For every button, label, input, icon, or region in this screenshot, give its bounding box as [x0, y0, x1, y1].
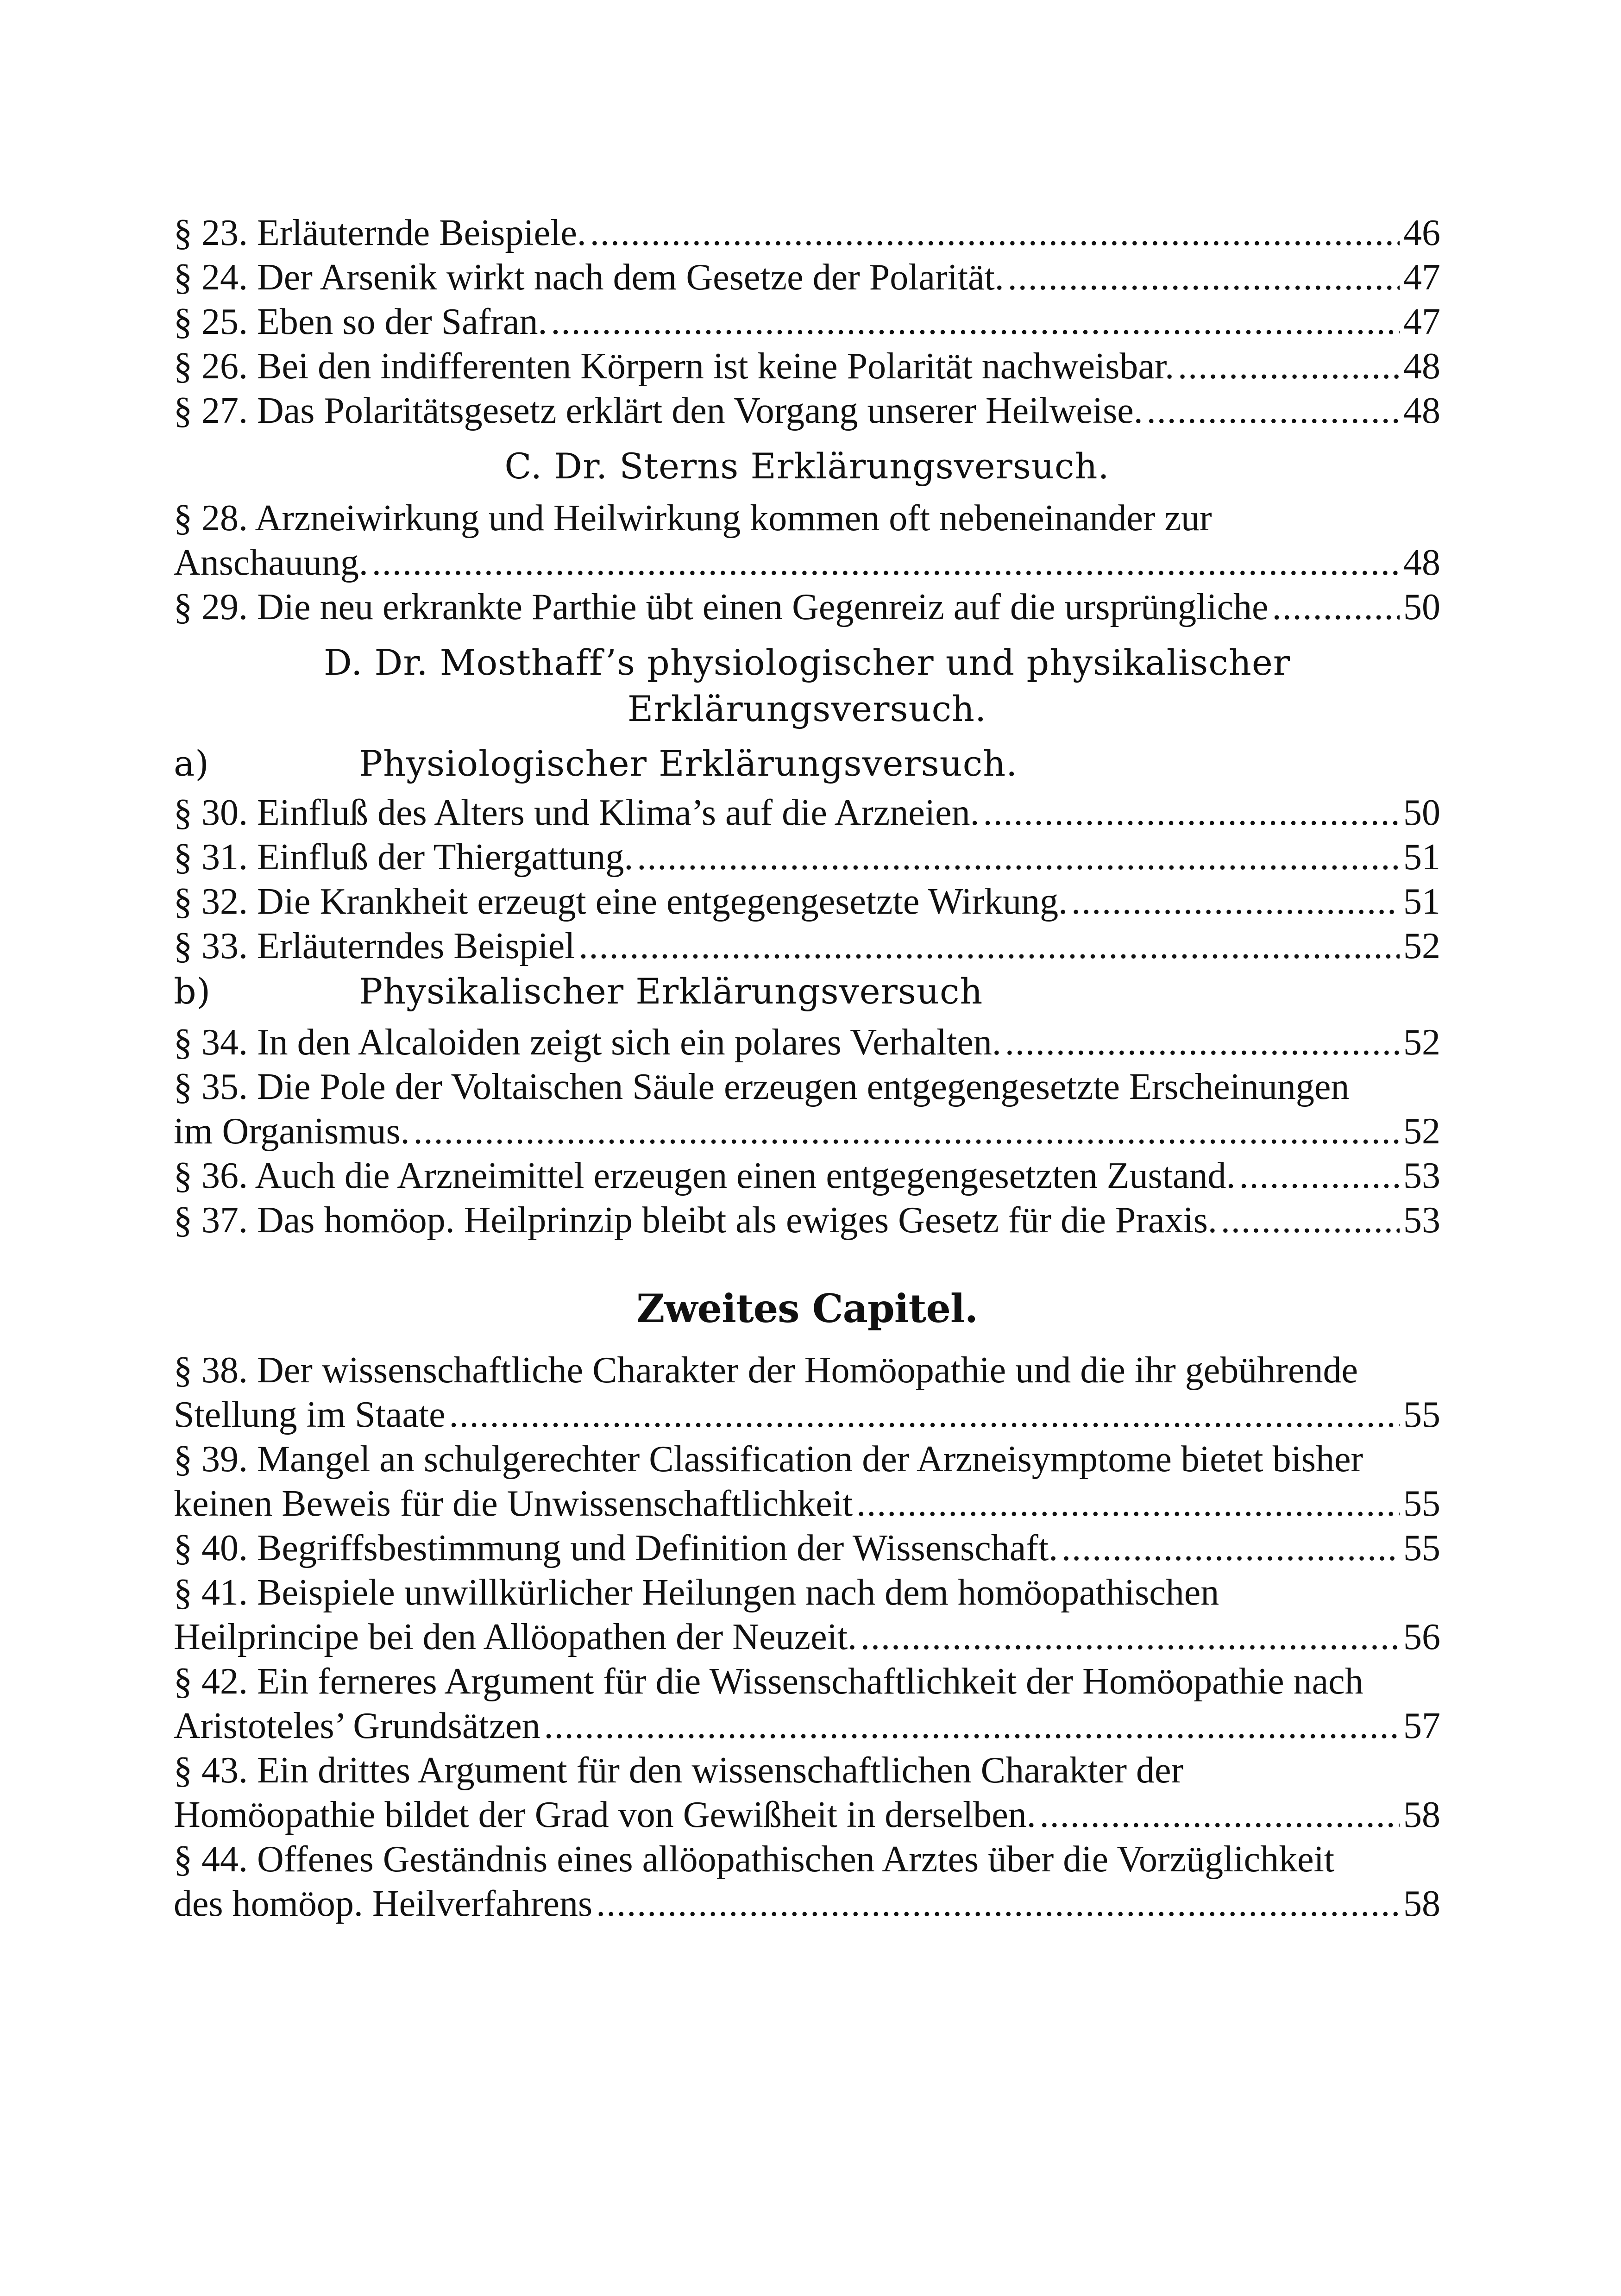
page-number: 48: [1403, 346, 1440, 387]
toc-entry: [174, 1198, 1440, 1242]
toc-entry: [174, 1065, 1440, 1154]
toc-entry-last-line: [174, 1393, 1440, 1437]
toc-group-polarity: [174, 211, 1440, 433]
dot-leader: [544, 1704, 1400, 1748]
toc-entry-text-line: § 41. Beispiele unwillkürlicher Heilungen nach dem homöopathischen: [174, 1572, 1219, 1613]
dot-leader: [578, 924, 1400, 968]
toc-entry: [174, 1154, 1440, 1198]
toc-entry: [174, 835, 1440, 879]
toc-entry-title: Aristoteles’ Grundsätzen: [174, 1706, 540, 1746]
dot-leader: [1147, 389, 1400, 433]
dot-leader: [1178, 344, 1400, 389]
toc-group-physical: [174, 1020, 1440, 1242]
page-number: 53: [1403, 1155, 1440, 1196]
page-number: 50: [1403, 792, 1440, 833]
toc-entry-title: § 36. Auch die Arzneimittel erzeugen einen entgegengesetzten Zustand.: [174, 1155, 1236, 1196]
toc-entry: [174, 1526, 1440, 1570]
toc-entry-title: § 27. Das Polaritätsgesetz erklärt den Vorgang unserer Heilweise.: [174, 390, 1143, 431]
toc-entry-last-line: [174, 389, 1440, 433]
toc-entry-title: im Organismus.: [174, 1111, 410, 1152]
section-heading-d-line1: D. Dr. Mosthaff’s physiologischer und physikalischer: [323, 642, 1291, 683]
toc-entry: [174, 389, 1440, 433]
page-number: 58: [1403, 1883, 1440, 1924]
toc-entry-text-line: § 39. Mangel an schulgerechter Classification der Arzneisymptome bietet bisher: [174, 1439, 1363, 1480]
toc-entry-last-line: [174, 1704, 1440, 1748]
page-number: 57: [1403, 1706, 1440, 1746]
toc-entry-title: § 40. Begriffsbestimmung und Definition der Wissenschaft.: [174, 1528, 1058, 1568]
toc-entry-text-line: § 35. Die Pole der Voltaischen Säule erzeugen entgegengesetzte Erscheinungen: [174, 1066, 1350, 1107]
table-of-contents: [174, 211, 1440, 1926]
subsection-b-title: Physikalischer Erklärungsversuch: [359, 971, 983, 1012]
page-number: 48: [1403, 390, 1440, 431]
toc-entry-title: § 31. Einfluß der Thiergattung.: [174, 837, 634, 878]
dot-leader: [551, 300, 1400, 344]
toc-entry: [174, 1437, 1440, 1526]
page-number: 55: [1403, 1528, 1440, 1568]
toc-entry-last-line: [174, 211, 1440, 255]
page-number: 46: [1403, 213, 1440, 253]
subsection-a-letter: a): [174, 743, 209, 784]
toc-entry-last-line: [174, 1615, 1440, 1659]
toc-entry-last-line: [174, 1526, 1440, 1570]
page-number: 55: [1403, 1394, 1440, 1435]
toc-entry-last-line: [174, 585, 1440, 629]
section-heading-d: [174, 640, 1440, 732]
toc-group-stern: [174, 496, 1440, 629]
dot-leader: [861, 1615, 1400, 1659]
dot-leader: [983, 790, 1400, 835]
toc-entry: [174, 790, 1440, 835]
toc-entry: [174, 344, 1440, 389]
toc-entry-title: Stellung im Staate: [174, 1394, 446, 1435]
dot-leader: [1071, 879, 1400, 924]
toc-entry: [174, 496, 1440, 585]
toc-entry-last-line: [174, 300, 1440, 344]
toc-entry: [174, 1570, 1440, 1659]
toc-entry-last-line: [174, 344, 1440, 389]
toc-entry-text-line: § 28. Arzneiwirkung und Heilwirkung kommen oft nebeneinander zur: [174, 498, 1212, 539]
page-number: 52: [1403, 1111, 1440, 1152]
section-heading-c: C. Dr. Sterns Erklärungsversuch.: [504, 445, 1110, 487]
toc-entry-last-line: [174, 540, 1440, 585]
toc-entry-text-line: § 44. Offenes Geständnis eines allöopathischen Arztes über die Vorzüglichkeit: [174, 1839, 1335, 1880]
dot-leader: [590, 211, 1400, 255]
toc-group-physiological: [174, 790, 1440, 968]
toc-entry: [174, 924, 1440, 968]
subsection-b-letter: b): [174, 971, 211, 1012]
toc-entry: [174, 300, 1440, 344]
toc-entry: [174, 211, 1440, 255]
toc-entry-title: § 37. Das homöop. Heilprinzip bleibt als ewiges Gesetz für die Praxis.: [174, 1200, 1217, 1241]
chapter-heading: Zweites Capitel.: [636, 1286, 978, 1331]
dot-leader: [414, 1109, 1400, 1154]
dot-leader: [1040, 1793, 1400, 1837]
toc-entry-last-line: [174, 1020, 1440, 1065]
page-number: 51: [1403, 881, 1440, 922]
toc-group-chapter-two: [174, 1348, 1440, 1926]
toc-entry-last-line: [174, 1481, 1440, 1526]
dot-leader: [449, 1393, 1400, 1437]
toc-entry: [174, 1020, 1440, 1065]
toc-entry: [174, 255, 1440, 300]
toc-entry-last-line: [174, 1793, 1440, 1837]
dot-leader: [1221, 1198, 1400, 1242]
toc-entry-title: § 30. Einfluß des Alters und Klima’s auf die Arzneien.: [174, 792, 980, 833]
page-number: 56: [1403, 1617, 1440, 1657]
toc-entry-last-line: [174, 1198, 1440, 1242]
toc-entry-title: Anschauung.: [174, 542, 368, 583]
dot-leader: [596, 1882, 1400, 1926]
toc-entry: [174, 1748, 1440, 1837]
page-number: 47: [1403, 257, 1440, 298]
page-number: 48: [1403, 542, 1440, 583]
toc-entry-last-line: [174, 1154, 1440, 1198]
toc-entry: [174, 585, 1440, 629]
toc-entry-title: § 34. In den Alcaloiden zeigt sich ein polares Verhalten.: [174, 1022, 1001, 1063]
toc-entry-last-line: [174, 879, 1440, 924]
subsection-heading-b: [174, 968, 1440, 1015]
dot-leader: [1239, 1154, 1400, 1198]
page-number: 47: [1403, 301, 1440, 342]
dot-leader: [1062, 1526, 1400, 1570]
dot-leader: [1272, 585, 1400, 629]
dot-leader: [1005, 1020, 1400, 1065]
dot-leader: [637, 835, 1400, 879]
page-number: 53: [1403, 1200, 1440, 1241]
page-number: 58: [1403, 1794, 1440, 1835]
toc-entry: [174, 879, 1440, 924]
toc-entry-title: Heilprincipe bei den Allöopathen der Neuzeit.: [174, 1617, 857, 1657]
toc-entry-last-line: [174, 924, 1440, 968]
subsection-heading-a: [174, 740, 1440, 787]
toc-entry-last-line: [174, 790, 1440, 835]
dot-leader: [1008, 255, 1400, 300]
toc-entry-title: Homöopathie bildet der Grad von Gewißheit in derselben.: [174, 1794, 1036, 1835]
toc-entry-title: § 33. Erläuterndes Beispiel: [174, 926, 575, 966]
page-number: 52: [1403, 926, 1440, 966]
toc-entry-last-line: [174, 1882, 1440, 1926]
toc-entry-last-line: [174, 255, 1440, 300]
toc-entry-title: § 26. Bei den indifferenten Körpern ist keine Polarität nachweisbar.: [174, 346, 1175, 387]
toc-entry-last-line: [174, 835, 1440, 879]
dot-leader: [856, 1481, 1400, 1526]
toc-entry-text-line: § 42. Ein ferneres Argument für die Wissenschaftlichkeit der Homöopathie nach: [174, 1661, 1363, 1702]
toc-entry-title: § 29. Die neu erkrankte Parthie übt einen Gegenreiz auf die ursprüngliche: [174, 587, 1269, 627]
page-number: 50: [1403, 587, 1440, 627]
dot-leader: [372, 540, 1400, 585]
toc-entry-text-line: § 38. Der wissenschaftliche Charakter der Homöopathie und die ihr gebührende: [174, 1350, 1358, 1391]
subsection-a-title: Physiologischer Erklärungsversuch.: [359, 743, 1018, 784]
toc-entry: [174, 1659, 1440, 1748]
toc-entry-text-line: § 43. Ein drittes Argument für den wissenschaftlichen Charakter der: [174, 1750, 1184, 1791]
section-heading-d-line2: Erklärungsversuch.: [627, 688, 987, 729]
page-number: 51: [1403, 837, 1440, 878]
toc-entry-title: § 23. Erläuternde Beispiele.: [174, 213, 586, 253]
toc-entry-title: § 32. Die Krankheit erzeugt eine entgegengesetzte Wirkung.: [174, 881, 1068, 922]
toc-entry-title: keinen Beweis für die Unwissenschaftlichkeit: [174, 1483, 853, 1524]
toc-entry-title: des homöop. Heilverfahrens: [174, 1883, 593, 1924]
toc-entry-last-line: [174, 1109, 1440, 1154]
page-number: 55: [1403, 1483, 1440, 1524]
page-number: 52: [1403, 1022, 1440, 1063]
toc-entry: [174, 1837, 1440, 1926]
toc-entry-title: § 24. Der Arsenik wirkt nach dem Gesetze der Polarität.: [174, 257, 1004, 298]
toc-entry-title: § 25. Eben so der Safran.: [174, 301, 547, 342]
toc-entry: [174, 1348, 1440, 1437]
